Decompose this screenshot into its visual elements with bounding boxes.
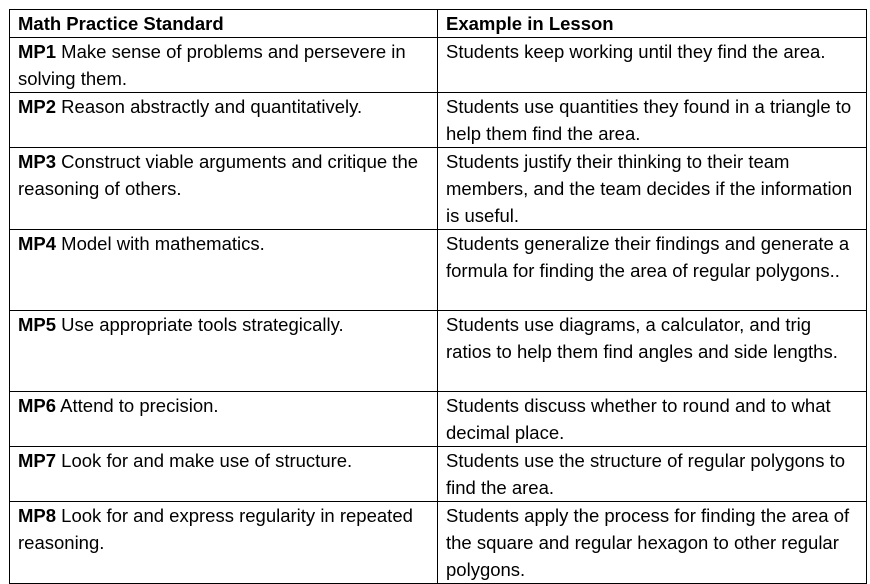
example-cell: Students discuss whether to round and to what decimal place. (438, 392, 867, 447)
table-row (10, 38, 867, 93)
standard-cell (10, 311, 438, 392)
standard-cell (10, 502, 438, 584)
standard-cell (10, 392, 438, 447)
standard-code: MP3 (18, 151, 57, 172)
standard-code: MP1 (18, 41, 57, 62)
standard-code: MP5 (18, 314, 57, 335)
standard-cell (10, 148, 438, 230)
example-cell: Students use the structure of regular polygons to find the area. (438, 447, 867, 502)
example-cell: Students use quantities they found in a triangle to help them find the area. (438, 93, 867, 148)
standard-code: MP4 (18, 233, 57, 254)
table-row (10, 230, 867, 311)
table-row (10, 392, 867, 447)
header-example: Example in Lesson (438, 10, 867, 38)
table-row (10, 148, 867, 230)
example-cell: Students apply the process for finding the area of the square and regular hexagon to other regular polygons. (438, 502, 867, 584)
example-cell: Students generalize their findings and generate a formula for finding the area of regular polygons.. (438, 230, 867, 311)
standard-code: MP2 (18, 96, 57, 117)
header-standard: Math Practice Standard (10, 10, 438, 38)
table-header-row (10, 10, 867, 38)
standard-text: Model with mathematics. (56, 233, 265, 254)
table-row (10, 93, 867, 148)
standard-cell (10, 93, 438, 148)
standard-cell (10, 230, 438, 311)
standard-cell (10, 447, 438, 502)
standard-code: MP8 (18, 505, 57, 526)
standard-text: Look for and make use of structure. (56, 450, 353, 471)
example-cell: Students justify their thinking to their team members, and the team decides if the information is useful. (438, 148, 867, 230)
standard-text: Construct viable arguments and critique the reasoning of others. (18, 151, 419, 199)
standard-text: Attend to precision. (56, 395, 219, 416)
standard-text: Look for and express regularity in repeated reasoning. (18, 505, 413, 553)
standard-text: Reason abstractly and quantitatively. (56, 96, 363, 117)
table-row (10, 502, 867, 584)
standard-code: MP6 (18, 395, 57, 416)
table-row (10, 311, 867, 392)
standard-text: Make sense of problems and persevere in solving them. (18, 41, 406, 89)
standard-code: MP7 (18, 450, 57, 471)
example-cell: Students keep working until they find the area. (438, 38, 867, 93)
table-row (10, 447, 867, 502)
math-practice-table (9, 9, 867, 584)
standard-text: Use appropriate tools strategically. (56, 314, 344, 335)
standard-cell (10, 38, 438, 93)
example-cell: Students use diagrams, a calculator, and trig ratios to help them find angles and side lengths. (438, 311, 867, 392)
